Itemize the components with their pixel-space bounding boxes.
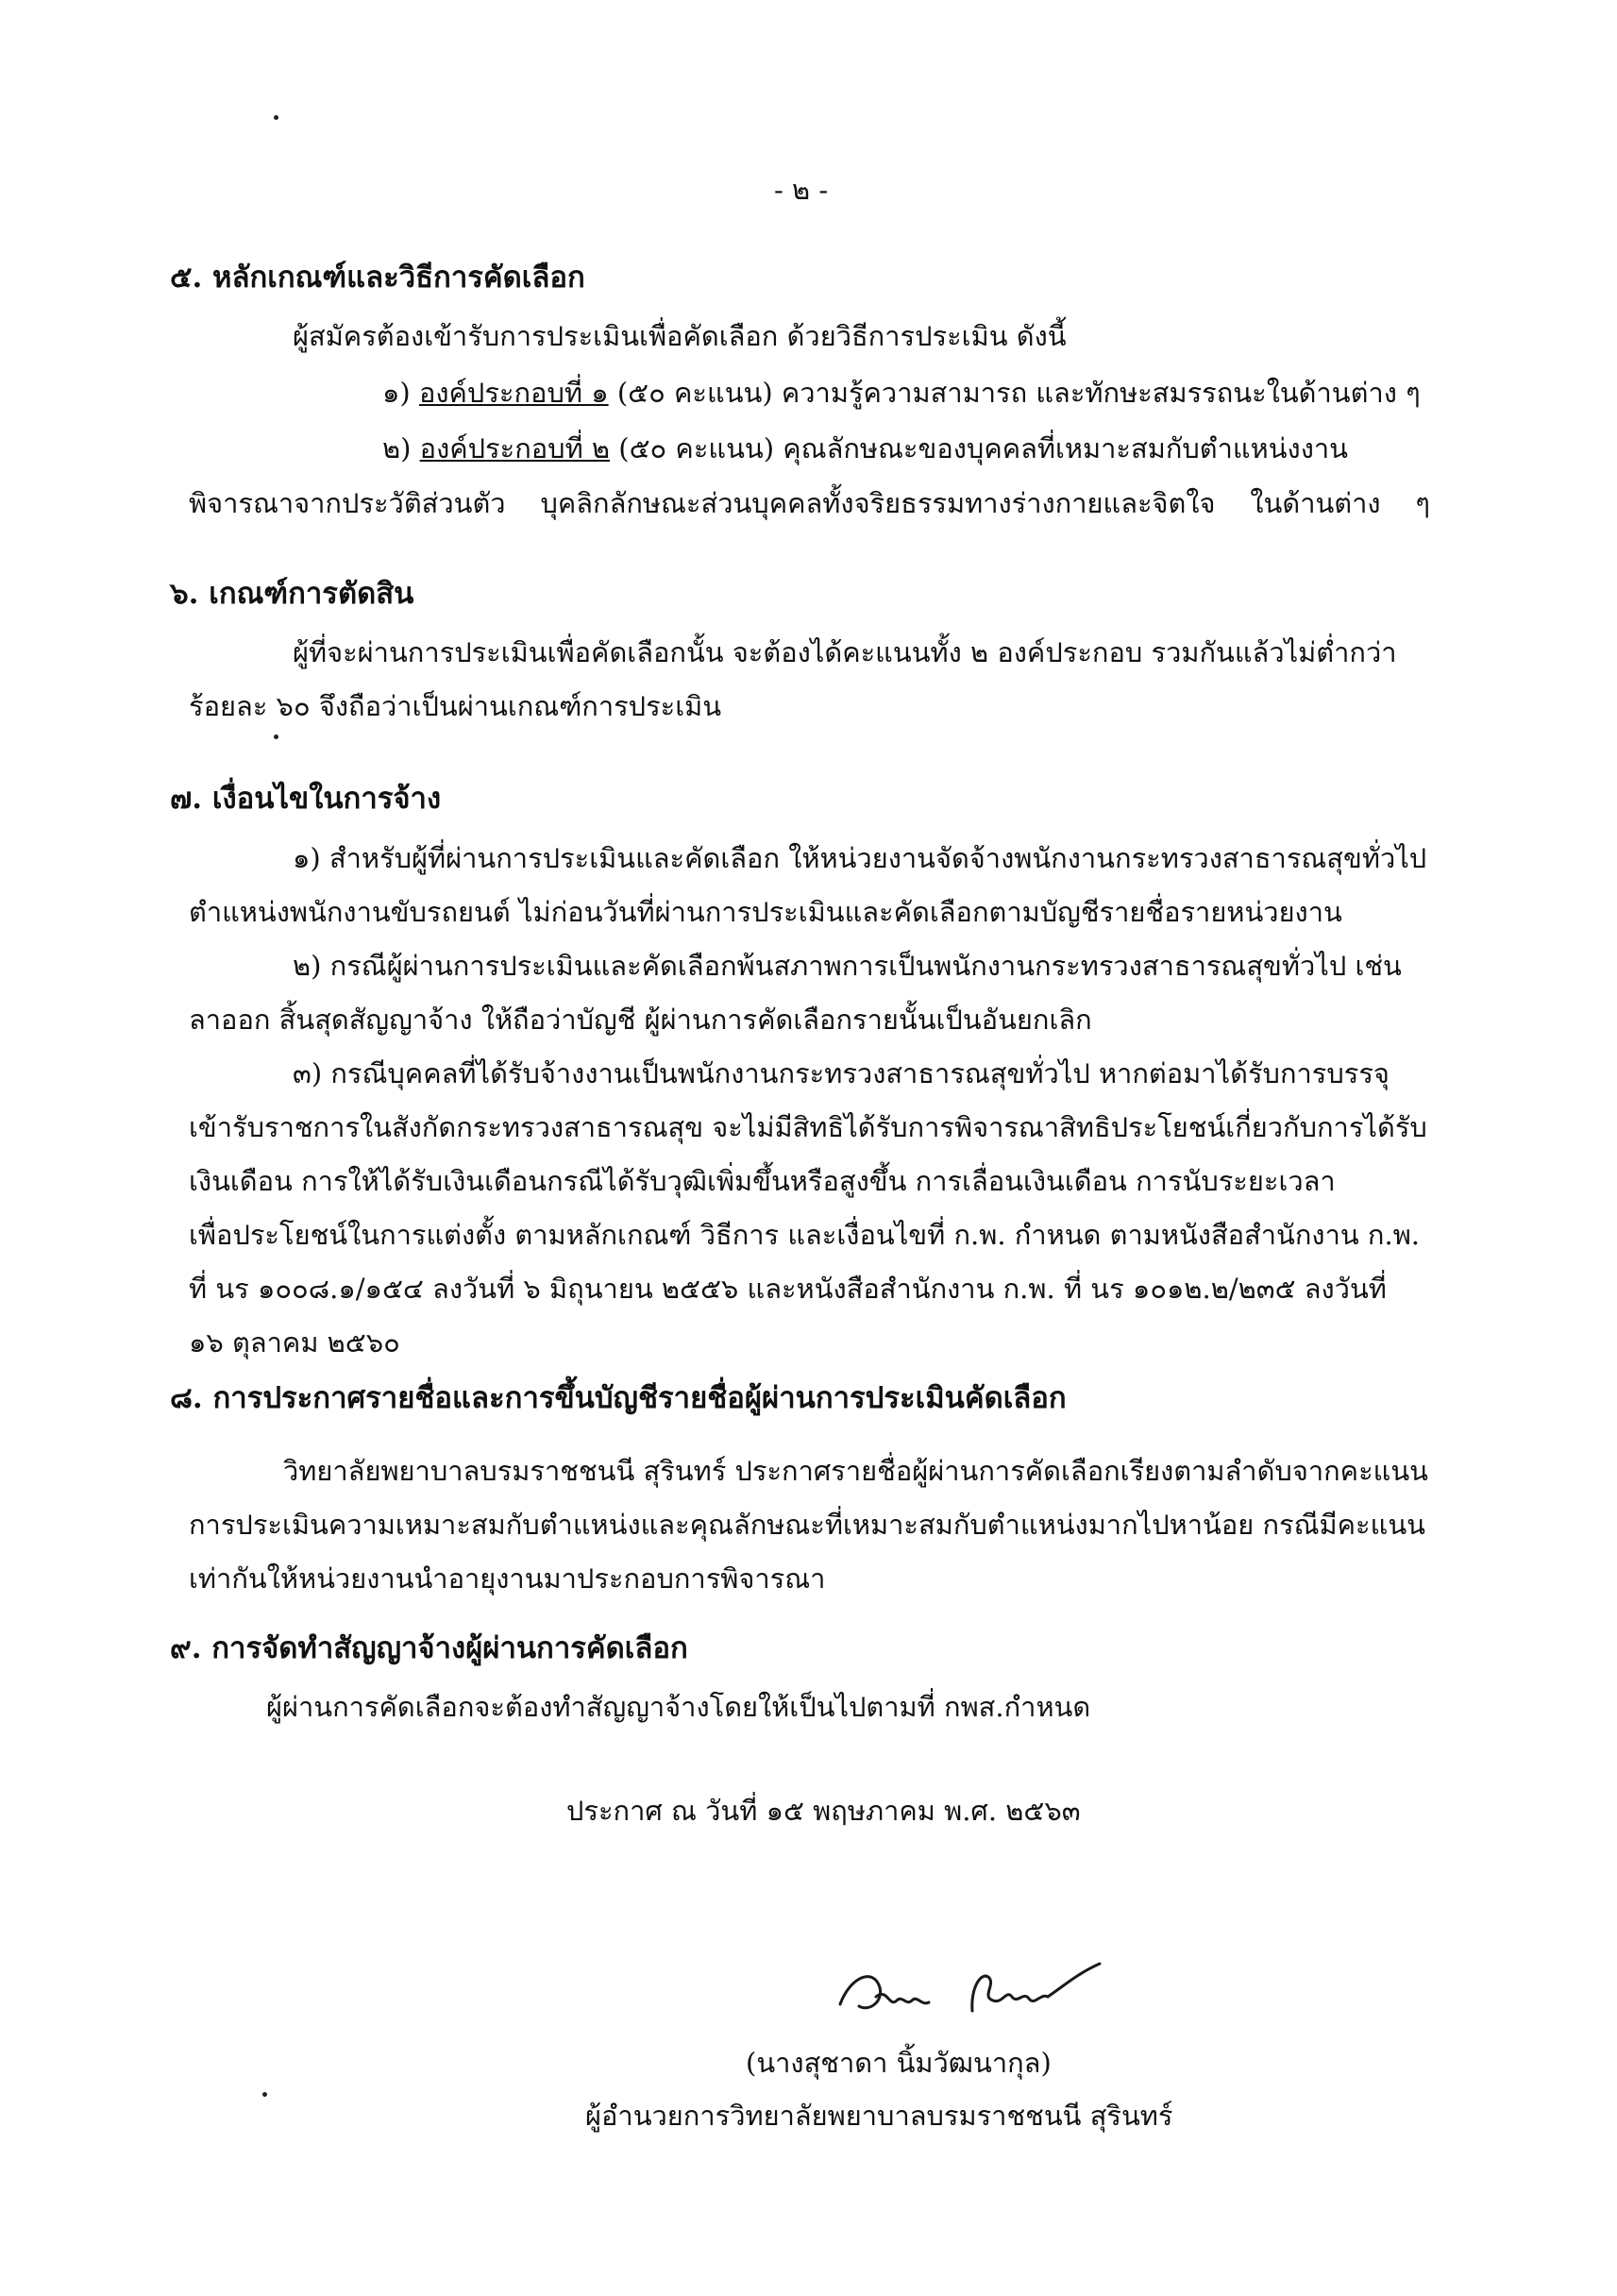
section-6-line-2: ร้อยละ ๖๐ จึงถือว่าเป็นผ่านเกณฑ์การประเมิน [189, 690, 722, 722]
scan-speck [262, 2092, 267, 2097]
criterion-1-label: องค์ประกอบที่ ๑ [418, 377, 609, 409]
section-8-line-2: การประเมินความเหมาะสมกับตำแหน่งและคุณลักษณะที่เหมาะสมกับตำแหน่งมากไปหาน้อย กรณีมีคะแนน [189, 1509, 1425, 1541]
criterion-2-number: ๒) [382, 432, 412, 464]
section-9-line-1: ผู้ผ่านการคัดเลือกจะต้องทำสัญญาจ้างโดยให้เป็นไปตามที่ กพส.กำหนด [266, 1691, 1091, 1723]
section-8-line-3: เท่ากันให้หน่วยงานนำอายุงานมาประกอบการพิจารณา [189, 1562, 826, 1595]
section-7-item-3-line-1: ๓) กรณีบุคคลที่ได้รับจ้างงานเป็นพนักงานกระทรวงสาธารณสุขทั่วไป หากต่อมาได้รับการบรรจุ [293, 1057, 1390, 1089]
section-7-heading: ๗. เงื่อนไขในการจ้าง [170, 782, 442, 816]
section-7-item-3-line-6: ๑๖ ตุลาคม ๒๕๖๐ [189, 1326, 400, 1359]
section-7-item-1-line-2: ตำแหน่งพนักงานขับรถยนต์ ไม่ก่อนวันที่ผ่านการประเมินและคัดเลือกตามบัญชีรายชื่อรายหน่วยงาน [189, 896, 1342, 928]
section-7-item-3-line-5: ที่ นร ๑๐๐๘.๑/๑๕๔ ลงวันที่ ๖ มิถุนายน ๒๕๕๖ และหนังสือสำนักงาน ก.พ. ที่ นร ๑๐๑๒.๒/๒๓๕ ลงวันที่ [189, 1273, 1387, 1305]
scan-speck [274, 734, 278, 739]
announcement-date: ประกาศ ณ วันที่ ๑๕ พฤษภาคม พ.ศ. ๒๕๖๓ [566, 1795, 1081, 1827]
section-6-line-1: ผู้ที่จะผ่านการประเมินเพื่อคัดเลือกนั้น จะต้องได้คะแนนทั้ง ๒ องค์ประกอบ รวมกันแล้วไม่ต่ำกว่า [293, 636, 1397, 668]
page-number: - ๒ - [774, 174, 829, 206]
criterion-1-text: (๕๐ คะแนน) ความรู้ความสามารถ และทักษะสมรรถนะในด้านต่าง ๆ [616, 377, 1421, 409]
section-8-heading: ๘. การประกาศรายชื่อและการขึ้นบัญชีรายชื่อผู้ผ่านการประเมินคัดเลือก [170, 1381, 1067, 1415]
section-8-line-1: วิทยาลัยพยาบาลบรมราชชนนี สุรินทร์ ประกาศรายชื่อผู้ผ่านการคัดเลือกเรียงตามลำดับจากคะแนน [283, 1455, 1428, 1487]
signatory-position: ผู้อำนวยการวิทยาลัยพยาบาลบรมราชชนนี สุรินทร์ [585, 2100, 1173, 2132]
section-7-item-3-line-4: เพื่อประโยชน์ในการแต่งตั้ง ตามหลักเกณฑ์ วิธีการ และเงื่อนไขที่ ก.พ. กำหนด ตามหนังสือสำนักงาน ก.พ. [189, 1219, 1421, 1251]
criterion-1 [382, 371, 1421, 414]
section-7-item-2-line-2: ลาออก สิ้นสุดสัญญาจ้าง ให้ถือว่าบัญชี ผู้ผ่านการคัดเลือกรายนั้นเป็นอันยกเลิก [189, 1004, 1092, 1036]
section-6-heading: ๖. เกณฑ์การตัดสิน [170, 577, 414, 611]
section-5-heading: ๕. หลักเกณฑ์และวิธีการคัดเลือก [170, 261, 585, 295]
criterion-2-label: องค์ประกอบที่ ๒ [419, 432, 611, 464]
section-9-heading: ๙. การจัดทำสัญญาจ้างผู้ผ่านการคัดเลือก [170, 1631, 688, 1665]
section-7-item-3-line-3: เงินเดือน การให้ได้รับเงินเดือนกรณีได้รับวุฒิเพิ่มขึ้นหรือสูงขึ้น การเลื่อนเงินเดือน การนับระยะเวลา [189, 1165, 1336, 1197]
criterion-2-text: (๕๐ คะแนน) คุณลักษณะของบุคคลที่เหมาะสมกับตำแหน่งงาน [618, 432, 1348, 464]
section-7-item-3-line-2: เข้ารับราชการในสังกัดกระทรวงสาธารณสุข จะไม่มีสิทธิได้รับการพิจารณาสิทธิประโยชน์เกี่ยวกับการได้รับ [189, 1111, 1427, 1143]
signatory-name: (นางสุชาดา นิ้มวัฒนากุล) [746, 2047, 1052, 2079]
criterion-1-number: ๑) [382, 377, 411, 409]
scan-speck [274, 115, 278, 120]
section-5-intro: ผู้สมัครต้องเข้ารับการประเมินเพื่อคัดเลือก ด้วยวิธีการประเมิน ดังนี้ [293, 320, 1067, 352]
section-7-item-2-line-1: ๒) กรณีผู้ผ่านการประเมินและคัดเลือกพ้นสภาพการเป็นพนักงานกระทรวงสาธารณสุขทั่วไป เช่น [293, 950, 1402, 982]
signature [831, 1921, 1114, 2034]
criterion-2-continuation: พิจารณาจากประวัติส่วนตัว บุคลิกลักษณะส่วนบุคคลทั้งจริยธรรมทางร่างกายและจิตใจ ในด้านต่าง ๆ [189, 487, 1430, 519]
section-7-item-1-line-1: ๑) สำหรับผู้ที่ผ่านการประเมินและคัดเลือก ให้หน่วยงานจัดจ้างพนักงานกระทรวงสาธารณสุขทั่วไป [293, 842, 1427, 874]
criterion-2 [382, 427, 1348, 470]
